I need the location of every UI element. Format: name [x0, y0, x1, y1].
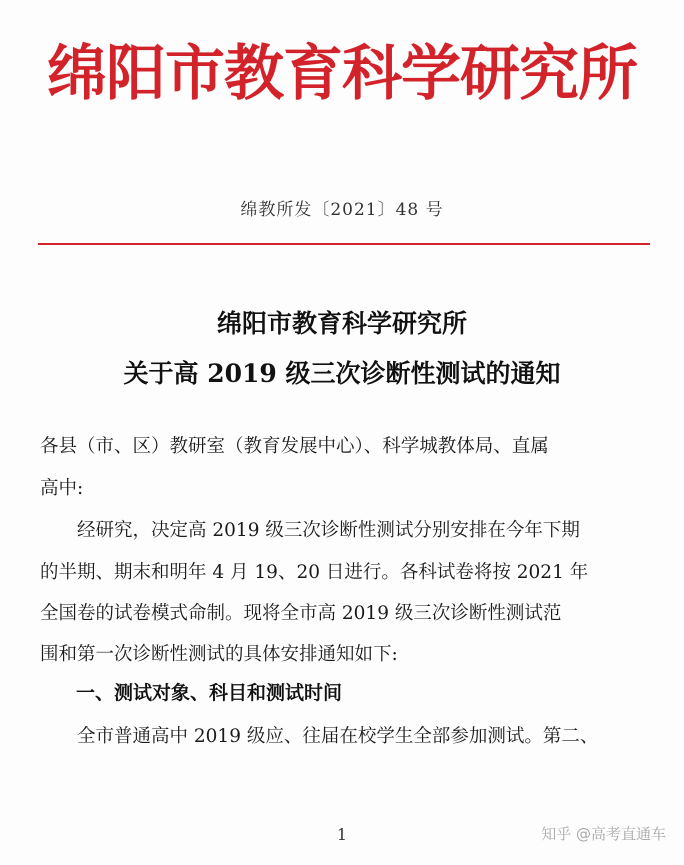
- watermark: 知乎 @高考直通车: [541, 825, 666, 843]
- salutation-line2: 高中:: [40, 478, 84, 499]
- section1-heading: 一、测试对象、科目和测试时间: [76, 682, 343, 704]
- paragraph1-line1: 经研究，决定高 2019 级三次诊断性测试分别安排在今年下期: [40, 520, 580, 541]
- red-divider-line: [38, 243, 650, 245]
- salutation-line1: 各县（市、区）教研室（教育发展中心）、科学城教体局、直属: [40, 436, 549, 457]
- paragraph1-line2: 的半期、期末和明年 4 月 19、20 日进行。各科试卷将按 2021 年: [40, 562, 589, 583]
- org-header-title: 绵阳市教育科学研究所: [47, 39, 637, 109]
- paragraph1-line3: 全国卷的试卷模式命制。现将全市高 2019 级三次诊断性测试范: [40, 603, 562, 624]
- document-number: 绵教所发〔2021〕48 号: [240, 200, 444, 220]
- notice-title-line2: 关于高 2019 级三次诊断性测试的通知: [123, 359, 561, 388]
- notice-title-line1: 绵阳市教育科学研究所: [216, 309, 467, 338]
- paragraph2-line1: 全市普通高中 2019 级应、往届在校学生全部参加测试。第二、: [40, 726, 599, 747]
- page-number: 1: [336, 825, 348, 844]
- paragraph1-line4: 围和第一次诊断性测试的具体安排通知如下:: [40, 644, 398, 665]
